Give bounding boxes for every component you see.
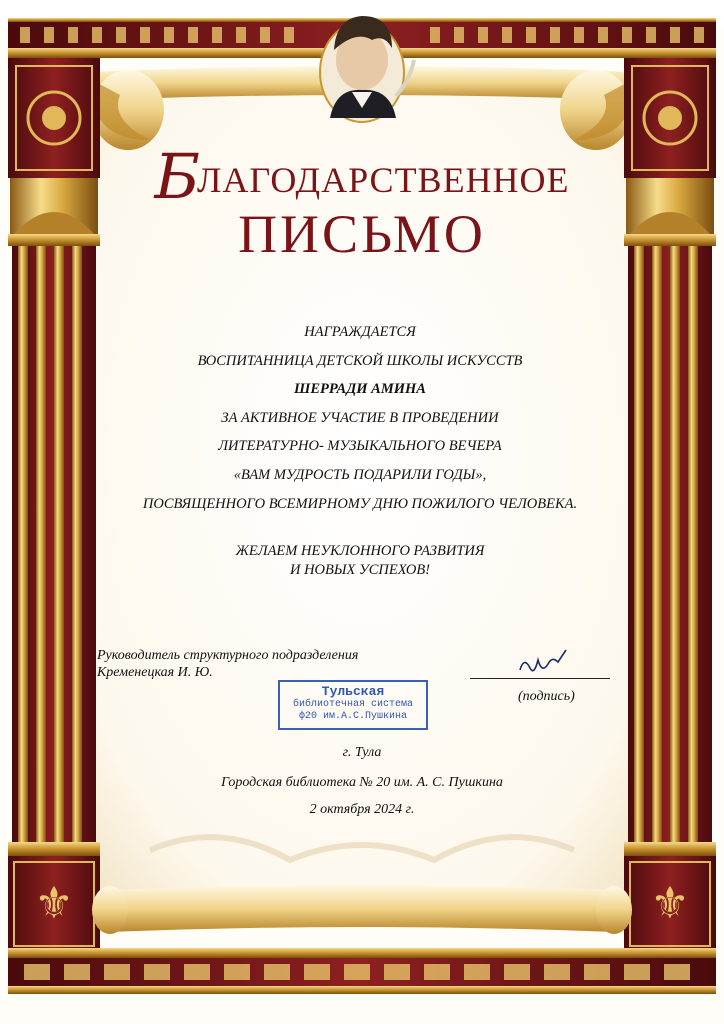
wish-line-1: ЖЕЛАЕМ НЕУКЛОННОГО РАЗВИТИЯ — [235, 543, 485, 559]
library-name: Городская библиотека № 20 им. А. С. Пушкина — [221, 775, 503, 790]
signature-line — [470, 678, 610, 679]
signatory-block — [97, 647, 358, 681]
stamp-line-3: ф20 им.А.С.Пушкина — [298, 711, 408, 722]
award-line-4: ЗА АКТИВНОЕ УЧАСТИЕ В ПРОВЕДЕНИИ — [221, 409, 499, 426]
issue-date: 2 октября 2024 г. — [309, 802, 415, 817]
svg-text:⚜: ⚜ — [650, 878, 690, 929]
title-rest: ЛАГОДАРСТВЕННОЕ — [197, 160, 570, 200]
award-line-2: ВОСПИТАННИЦА ДЕТСКОЙ ШКОЛЫ ИСКУССТВ — [197, 352, 523, 369]
award-line-5: ЛИТЕРАТУРНО- МУЗЫКАЛЬНОГО ВЕЧЕРА — [218, 438, 502, 455]
signature-label: (подпись) — [518, 689, 575, 704]
stamp-line-2: библиотечная система — [292, 699, 414, 710]
award-line-1: НАГРАЖДАЕТСЯ — [304, 324, 416, 340]
certificate-title-line2: ПИСЬМО — [238, 204, 486, 264]
recipient-name: ШЕРРАДИ АМИНА — [294, 381, 426, 398]
svg-text:⚜: ⚜ — [34, 878, 74, 929]
city: г. Тула — [342, 745, 382, 760]
title-initial: Б — [154, 140, 201, 213]
library-stamp — [278, 680, 428, 730]
award-line-6: «ВАМ МУДРОСТЬ ПОДАРИЛИ ГОДЫ», — [233, 466, 487, 483]
signatory-position: Руководитель структурного подразделения — [97, 648, 359, 663]
wish-line-2: И НОВЫХ УСПЕХОВ! — [289, 562, 431, 578]
signatory-name: Кременецкая И. Ю. — [97, 665, 213, 680]
award-line-7: ПОСВЯЩЕННОГО ВСЕМИРНОМУ ДНЮ ПОЖИЛОГО ЧЕЛОВЕКА. — [142, 495, 578, 512]
wish-text — [100, 542, 620, 580]
stamp-line-1: Тульская — [321, 684, 385, 699]
award-text — [100, 318, 620, 518]
